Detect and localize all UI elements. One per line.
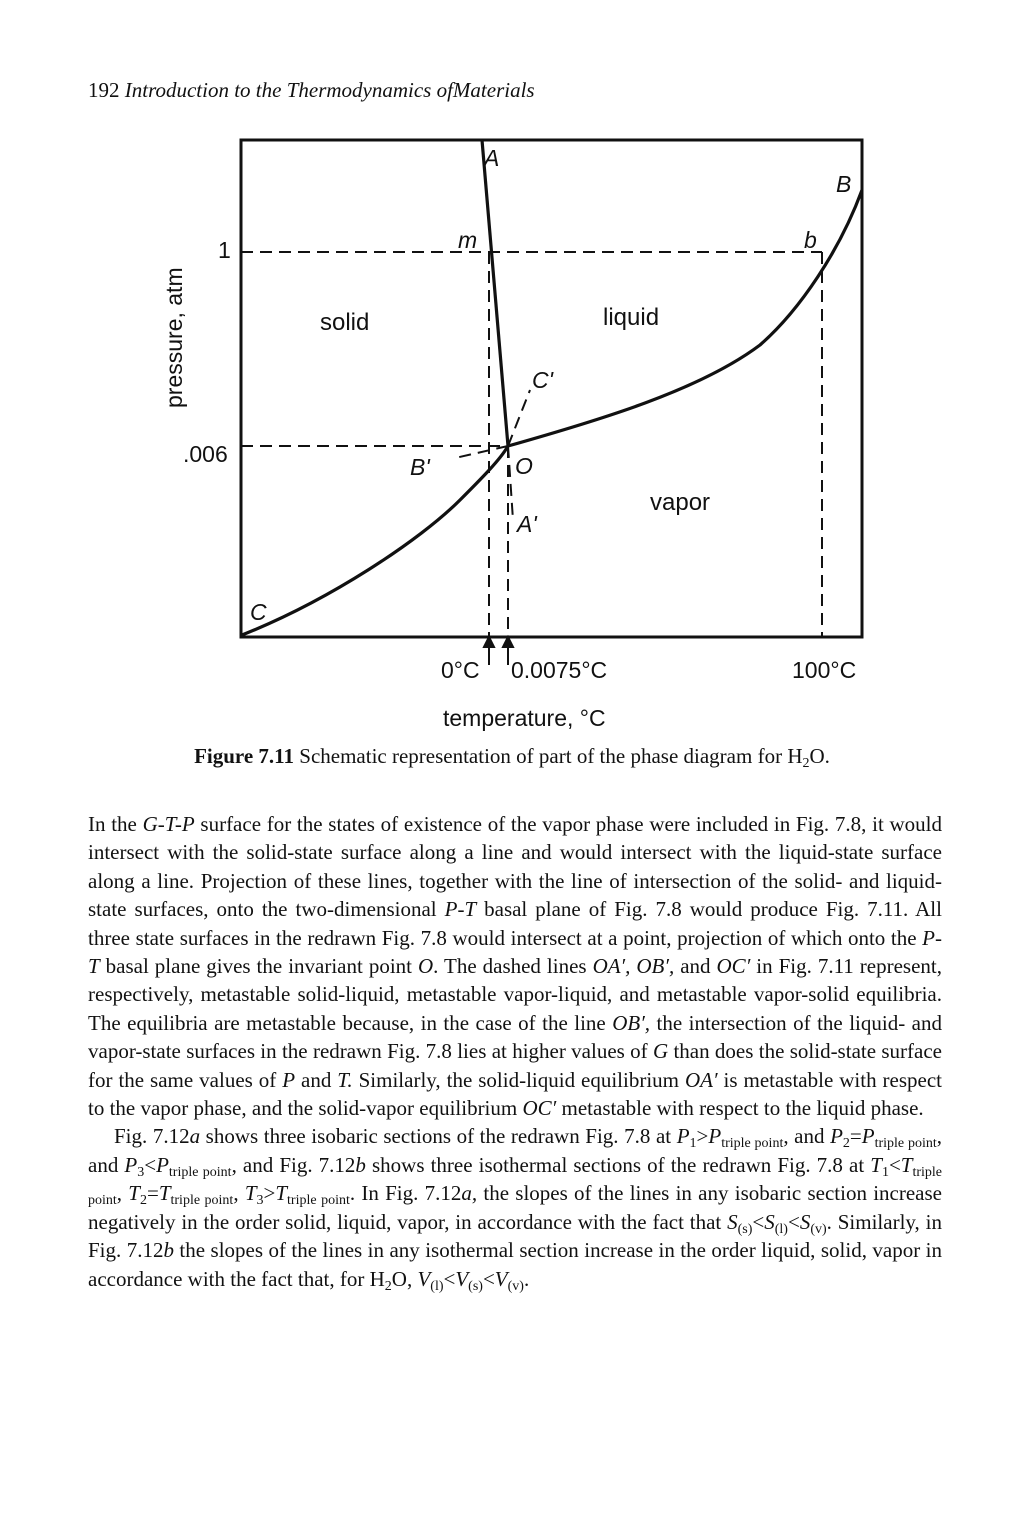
- text-italic: OB′,: [636, 954, 675, 979]
- text-italic: b: [163, 1238, 174, 1263]
- text-italic: a,: [461, 1181, 478, 1206]
- subscript: (v): [507, 1278, 524, 1294]
- text-run: <: [482, 1266, 495, 1291]
- text-italic: P: [156, 1152, 169, 1177]
- subscript: (l): [774, 1221, 788, 1237]
- point-b-prime: B': [410, 454, 430, 480]
- subscript: 2: [842, 1136, 850, 1152]
- subscript: triple point: [170, 1193, 234, 1209]
- caption-end: O.: [809, 744, 830, 768]
- region-solid: solid: [320, 309, 370, 336]
- curve-oc: [242, 446, 508, 635]
- tick-1atm: 1: [218, 237, 231, 263]
- point-o: O: [515, 453, 533, 479]
- text-run: .: [523, 1266, 530, 1291]
- text-italic: a: [189, 1124, 201, 1149]
- text-italic: P: [282, 1067, 296, 1092]
- page-number: 192: [88, 78, 120, 102]
- text-run: and: [674, 954, 717, 979]
- point-a: A: [484, 145, 500, 171]
- subscript: 2: [384, 1278, 392, 1294]
- text-italic: P: [676, 1124, 690, 1149]
- text-run: than does the solid-state surface for the same values of: [88, 1039, 942, 1092]
- tick-0c: 0°C: [441, 657, 480, 683]
- text-italic: P-T: [444, 897, 477, 922]
- y-axis-label: pressure, atm: [161, 267, 187, 408]
- text-italic: T: [275, 1181, 288, 1206]
- text-run: and: [295, 1067, 338, 1092]
- figure-caption: [0, 744, 1024, 769]
- text-run: basal plane gives the invariant point: [99, 954, 418, 979]
- text-italic: S: [727, 1209, 738, 1234]
- region-vapor: vapor: [650, 489, 711, 516]
- subscript: triple point: [721, 1136, 784, 1152]
- text-run: , and: [783, 1124, 831, 1149]
- text-italic: P: [708, 1124, 722, 1149]
- text-italic: T: [158, 1181, 171, 1206]
- text-run: the slopes of the lines in any isothermal section increase in the order liquid, solid, vapor in accordance with the fact that, for H: [88, 1238, 942, 1291]
- text-run: in Fig. 7.11 represent, respectively, metastable solid-liquid, metastable vapor-liquid, and metastable vapor-solid equilibria. The equilibria are metastable because, in the case of the line: [88, 954, 942, 1035]
- text-italic: T: [900, 1152, 913, 1177]
- point-b: B: [836, 171, 852, 197]
- region-liquid: liquid: [603, 304, 660, 331]
- text-italic: G: [652, 1039, 669, 1064]
- point-c-prime: C': [532, 367, 554, 393]
- point-a-prime: A': [517, 511, 537, 537]
- curve-oa: [482, 140, 508, 446]
- caption-label: Figure 7.11: [194, 744, 295, 768]
- text-run: ,: [116, 1181, 129, 1206]
- text-run: O,: [391, 1266, 418, 1291]
- text-run: <: [888, 1152, 901, 1177]
- text-italic: S: [799, 1209, 811, 1234]
- tick-100c: 100°C: [792, 657, 857, 683]
- point-c: C: [250, 599, 267, 625]
- text-italic: OA′,: [592, 954, 631, 979]
- text-italic: P: [861, 1124, 875, 1149]
- text-run: =: [849, 1124, 862, 1149]
- text-italic: V: [455, 1266, 469, 1291]
- text-run: Fig. 7.12: [114, 1124, 190, 1149]
- text-run: Similarly, the solid-liquid equilibrium: [352, 1067, 685, 1092]
- subscript: triple point: [874, 1136, 937, 1152]
- text-italic: P-T: [88, 925, 942, 979]
- text-italic: OC′: [716, 954, 751, 979]
- text-italic: b: [355, 1152, 366, 1177]
- text-run: the intersection of the liquid- and vapor-state surfaces in the redrawn Fig. 7.8 lies at higher values of: [88, 1010, 942, 1064]
- text-run: >: [263, 1181, 276, 1206]
- text-italic: OA′: [684, 1067, 718, 1092]
- text-italic: G-T-P: [142, 812, 195, 836]
- text-italic: V: [417, 1266, 431, 1291]
- x-axis-label: temperature, °C: [443, 705, 606, 731]
- caption-sub: 2: [802, 756, 810, 771]
- subscript: (s): [737, 1221, 753, 1237]
- text-run: =: [146, 1181, 159, 1206]
- tick-00075c: 0.0075°C: [511, 657, 608, 683]
- text-italic: V: [494, 1266, 508, 1291]
- text-run: shows three isothermal sections of the redrawn Fig. 7.8 at: [365, 1152, 871, 1177]
- caption-text: Schematic representation of part of the phase diagram for H: [294, 744, 803, 768]
- text-run: basal plane of Fig. 7.8 would produce Fig. 7.11. All three state surfaces in the redrawn Fig. 7.8 would intersect at a point, projection of which onto the: [88, 897, 942, 950]
- phase-diagram-svg: [0, 120, 1024, 740]
- point-m: m: [458, 227, 478, 253]
- point-b-lower: b: [804, 227, 817, 253]
- subscript: 3: [256, 1193, 264, 1209]
- page-header: [88, 78, 535, 103]
- text-run: shows three isobaric sections of the redrawn Fig. 7.8 at: [200, 1124, 677, 1149]
- subscript: 2: [139, 1193, 147, 1209]
- subscript: triple point: [168, 1164, 232, 1180]
- metastable-line-oc: [508, 390, 530, 446]
- text-italic: OB′,: [612, 1010, 651, 1035]
- text-italic: O: [417, 954, 434, 979]
- phase-diagram-figure: [0, 120, 1024, 740]
- text-run: <: [787, 1209, 800, 1234]
- text-italic: T.: [337, 1067, 353, 1092]
- text-run: >: [696, 1124, 709, 1149]
- paragraph-2: [88, 1122, 942, 1292]
- tick-006atm: .006: [183, 441, 228, 467]
- subscript: 1: [881, 1164, 889, 1180]
- text-italic: S: [764, 1209, 775, 1234]
- text-italic: T: [128, 1181, 140, 1206]
- text-run: <: [752, 1209, 765, 1234]
- text-run: metastable with respect to the liquid phase.: [556, 1096, 924, 1121]
- subscript: 1: [689, 1136, 697, 1152]
- text-italic: T: [244, 1181, 257, 1206]
- text-run: In the: [88, 812, 143, 836]
- text-run: . In Fig. 7.12: [349, 1181, 462, 1206]
- text-italic: P: [830, 1124, 843, 1149]
- text-italic: OC′: [522, 1096, 557, 1121]
- text-run: , and Fig. 7.12: [231, 1152, 356, 1177]
- running-title: Introduction to the Thermodynamics ofMaterials: [124, 78, 535, 102]
- text-italic: P: [124, 1152, 138, 1177]
- subscript: (l): [430, 1278, 444, 1294]
- text-run: , and: [88, 1124, 942, 1177]
- text-run: <: [443, 1266, 456, 1291]
- paragraph-1: [88, 810, 942, 1122]
- text-run: <: [144, 1152, 157, 1177]
- text-run: the slopes of the lines in any isobaric section increase negatively in the order solid, liquid, vapor, in accordance with the fact that: [88, 1181, 942, 1234]
- text-run: surface for the states of existence of the vapor phase were included in Fig. 7.8, it would intersect with the solid-state surface along a line and would intersect with the liquid-state surface along a line. Projection of these lines, together with the line of intersection of the solid- and liquid-state surfaces, onto the two-dimensional: [88, 812, 942, 922]
- subscript: (s): [468, 1278, 483, 1294]
- body-text: [88, 810, 942, 1293]
- text-run: . Similarly, in Fig. 7.12: [88, 1209, 942, 1263]
- text-italic: T: [870, 1152, 882, 1177]
- subscript: triple point: [88, 1164, 943, 1209]
- text-run: ,: [233, 1181, 245, 1206]
- subscript: triple point: [287, 1193, 350, 1209]
- subscript: 3: [137, 1164, 145, 1180]
- text-run: is metastable with respect to the vapor phase, and the solid-vapor equilibrium: [88, 1067, 942, 1121]
- text-run: . The dashed lines: [433, 954, 593, 979]
- subscript: (v): [810, 1221, 827, 1237]
